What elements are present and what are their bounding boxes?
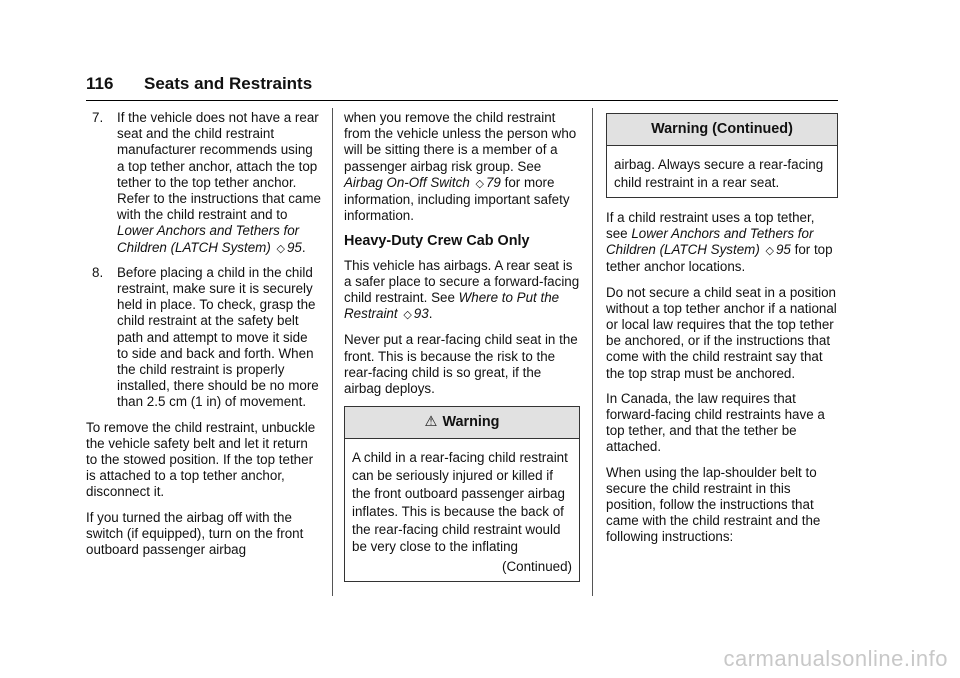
warning-title (345, 407, 579, 439)
page-reference[interactable]: 93 (413, 306, 429, 322)
page-ref-icon: ◇ (765, 245, 774, 258)
paragraph: This vehicle has airbags. A rear seat is a safer place to secure a forward-facing child restraint. See Where to Put the Restraint ◇ 93. (344, 258, 580, 324)
paragraph-text: If a child restraint uses a top tether, see (606, 209, 815, 241)
page-ref-icon: ◇ (403, 309, 412, 322)
paragraph-text: This vehicle has airbags. A rear seat is a safer place to secure a forward-facing child restraint. See (344, 257, 580, 306)
page-reference[interactable]: 79 (485, 174, 501, 190)
column-3 (606, 113, 838, 555)
paragraph-text: for top tether anchor locations. (606, 242, 833, 275)
page-reference[interactable]: 95 (775, 242, 791, 258)
watermark: carmanualsonline.info (723, 646, 948, 671)
paragraph: To remove the child restraint, unbuckle the vehicle safety belt and let it return to the stowed position. If the top tether is attached to a top tether anchor, disconnect it. (86, 419, 316, 500)
warning-text: A child in a rear-facing child restraint can be seriously injured or killed if the front outboard passenger airbag inflates. This is because the back of the rear-facing child restraint would be very close to the inflating (352, 450, 568, 555)
instruction-list (86, 110, 322, 411)
warning-title: Warning (Continued) (607, 114, 837, 146)
step-number: 8. (92, 264, 104, 280)
cross-reference-link[interactable]: Lower Anchors and Tethers for Children (LATCH System) (117, 223, 300, 255)
warning-box (344, 406, 580, 582)
warning-title-text: Warning (442, 414, 500, 431)
column-divider (332, 108, 333, 596)
paragraph: Never put a rear-facing child seat in the front. This is because the risk to the rear-facing child is so great, if the airbag deploys. (344, 332, 578, 397)
page-number: 116 (86, 74, 114, 93)
paragraph: If you turned the airbag off with the switch (if equipped), turn on the front outboard passenger airbag (86, 509, 304, 558)
column-2 (344, 110, 580, 590)
list-item (86, 265, 322, 411)
column-divider (592, 108, 593, 596)
step-text: Before placing a child in the child restraint, make sure it is securely held in place. To check, grasp the child restraint at the safety belt path and attempt to move it side to side and back and forth. When the child restraint is properly installed, there should be no more than 2.5 cm (1 in) of movement. (117, 264, 319, 410)
step-text: If the vehicle does not have a rear seat and the child restraint manufacturer recommends using a top tether anchor, attach the top tether to the top tether anchor. Refer to the instructions that came with the child restraint and to (117, 110, 321, 223)
paragraph-text: for more information, including important safety information. (344, 174, 570, 224)
warning-box-continued (606, 113, 838, 198)
paragraph (344, 110, 580, 224)
paragraph: When using the lap-shoulder belt to secure the child restraint in this position, follow the instructions that came with the child restraint and the following instructions: (606, 464, 821, 545)
paragraph-text: when you remove the child restraint from the vehicle unless the person who will be sitting there is a member of a passenger airbag risk group. See (344, 110, 577, 174)
page-ref-icon: ◇ (276, 242, 285, 255)
column-1 (86, 110, 322, 567)
section-title: Seats and Restraints (144, 74, 313, 93)
page-reference[interactable]: 95 (286, 239, 302, 255)
paragraph: In Canada, the law requires that forward-facing child restraints have a top tether, and that the tether be attached. (606, 390, 825, 455)
paragraph: Do not secure a child seat in a position without a top tether anchor if a national or local law requires that the top tether be anchored, or if the instructions that come with the child restraint say that the top strap must be anchored. (606, 284, 837, 381)
page-ref-icon: ◇ (475, 177, 484, 190)
step-number: 7. (92, 110, 104, 125)
list-item: 7. If the vehicle does not have a rear seat and the child restraint manufacturer recommends using a top tether anchor, attach the top tether to the top tether anchor. Refer to the instructions that came with the child restraint and to Lower Anchors and Tethers for Children (LATCH System) ◇ 95. (86, 110, 322, 257)
continued-label: (Continued) (502, 559, 572, 575)
warning-body (345, 439, 579, 581)
page-header (86, 72, 838, 101)
paragraph (606, 210, 838, 276)
warning-text: airbag. Always secure a rear-facing child restraint in a rear seat. (614, 157, 824, 190)
warning-body (607, 146, 837, 197)
cross-reference-link[interactable]: Lower Anchors and Tethers for Children (LATCH System) (606, 226, 814, 258)
cross-reference-link[interactable]: Airbag On-Off Switch (344, 174, 470, 190)
warning-triangle-icon: ⚠ (424, 414, 438, 431)
subsection-heading: Heavy-Duty Crew Cab Only (344, 233, 530, 250)
cross-reference-link[interactable]: Where to Put the Restraint (344, 290, 560, 322)
